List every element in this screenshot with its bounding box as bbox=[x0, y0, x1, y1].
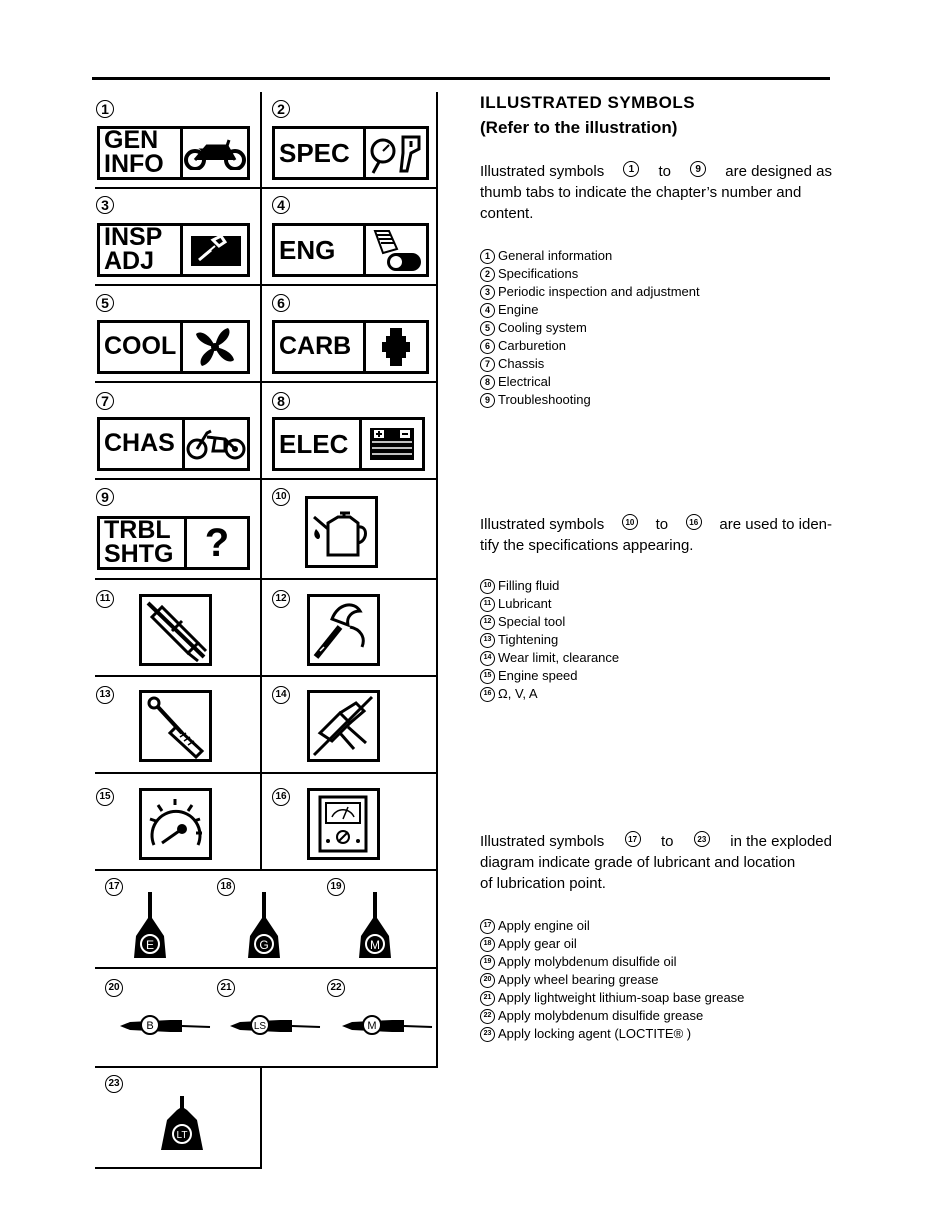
list-item-label: Filling fluid bbox=[498, 578, 560, 593]
tab-label: ENG bbox=[279, 234, 336, 265]
special-tool-icon bbox=[307, 594, 380, 666]
row-line bbox=[95, 187, 438, 189]
row-line bbox=[95, 284, 438, 286]
list-item bbox=[480, 301, 700, 319]
tab-label: CHAS bbox=[104, 429, 175, 458]
para-text: to bbox=[655, 516, 669, 533]
carburetor-icon bbox=[363, 323, 426, 371]
list-item-label: Electrical bbox=[498, 374, 551, 389]
list-item-label: Special tool bbox=[498, 614, 566, 629]
list-item-number: 21 bbox=[480, 991, 495, 1006]
list-item bbox=[480, 613, 619, 631]
row-line bbox=[95, 381, 438, 383]
tab-label: CARB bbox=[279, 332, 352, 361]
para-text: are used to iden- bbox=[719, 516, 832, 533]
list-item-number: 3 bbox=[480, 285, 495, 300]
list-item bbox=[480, 283, 700, 301]
list-item-number: 9 bbox=[480, 393, 495, 408]
grid-center-divider bbox=[260, 92, 262, 870]
cell-number: 1 bbox=[96, 100, 114, 118]
specification-list bbox=[480, 577, 619, 703]
grease-letter: B bbox=[146, 1020, 154, 1032]
cell-number: 4 bbox=[272, 196, 290, 214]
paragraph-thumb-tabs bbox=[480, 161, 832, 224]
list-item-number: 23 bbox=[480, 1027, 495, 1042]
torque-wrench-icon bbox=[139, 690, 212, 762]
list-item bbox=[480, 971, 744, 989]
oil-can-icon bbox=[305, 496, 378, 568]
list-item bbox=[480, 935, 744, 953]
tab-gen-info bbox=[97, 126, 250, 180]
list-item bbox=[480, 355, 700, 373]
page-title: ILLUSTRATED SYMBOLS bbox=[480, 93, 696, 112]
grease-letter: LS bbox=[253, 1021, 267, 1032]
list-item-label: Apply gear oil bbox=[498, 936, 577, 951]
list-item bbox=[480, 373, 700, 391]
molybdenum-oil-bottle-icon bbox=[355, 892, 395, 960]
list-item-number: 12 bbox=[480, 615, 495, 630]
oil-letter: M bbox=[370, 938, 380, 952]
row-line bbox=[95, 772, 438, 774]
list-item-number: 5 bbox=[480, 321, 495, 336]
list-item-label: Cooling system bbox=[498, 320, 587, 335]
list-item bbox=[480, 577, 619, 595]
cell-number: 17 bbox=[105, 878, 123, 896]
list-item bbox=[480, 595, 619, 613]
list-item-label: Periodic inspection and adjustment bbox=[498, 284, 700, 299]
list-item-number: 8 bbox=[480, 375, 495, 390]
question-mark-icon: ? bbox=[184, 519, 247, 567]
list-item-label: Specifications bbox=[498, 266, 579, 281]
cell-number: 15 bbox=[96, 788, 114, 806]
locking-agent-bottle-icon bbox=[157, 1096, 207, 1152]
grease-letter: M bbox=[367, 1020, 377, 1032]
para-text: tify the specifications appearing. bbox=[480, 537, 694, 554]
para-text: to bbox=[658, 163, 671, 180]
list-item-label: Lubricant bbox=[498, 596, 552, 611]
tab-chas bbox=[97, 417, 250, 471]
list-item-label: Ω, V, A bbox=[498, 686, 538, 701]
engine-piston-icon bbox=[363, 226, 426, 274]
para-text: thumb tabs to indicate the chapter’s number and bbox=[480, 184, 802, 201]
para-number: 17 bbox=[625, 831, 641, 847]
page-subtitle: (Refer to the illustration) bbox=[480, 118, 678, 137]
cell-number: 23 bbox=[105, 1075, 123, 1093]
battery-icon bbox=[359, 420, 422, 468]
cell-number: 5 bbox=[96, 294, 114, 312]
list-item-number: 14 bbox=[480, 651, 495, 666]
list-item-number: 15 bbox=[480, 669, 495, 684]
tab-elec bbox=[272, 417, 425, 471]
list-item-label: Engine speed bbox=[498, 668, 578, 683]
list-item-number: 1 bbox=[480, 249, 495, 264]
cell-number: 22 bbox=[327, 979, 345, 997]
list-item-number: 10 bbox=[480, 579, 495, 594]
list-item-label: Wear limit, clearance bbox=[498, 650, 620, 665]
list-item bbox=[480, 667, 619, 685]
molybdenum-grease-icon bbox=[342, 1012, 434, 1038]
list-item-number: 4 bbox=[480, 303, 495, 318]
list-item-label: Tightening bbox=[498, 632, 559, 647]
cell-number: 16 bbox=[272, 788, 290, 806]
grid-bottom-divider bbox=[260, 1067, 262, 1169]
list-item-number: 22 bbox=[480, 1009, 495, 1024]
cell-number: 13 bbox=[96, 686, 114, 704]
wrench-hand-icon bbox=[180, 226, 247, 274]
cell-number: 14 bbox=[272, 686, 290, 704]
cell-number: 9 bbox=[96, 488, 114, 506]
para-text: Illustrated symbols bbox=[480, 163, 605, 180]
list-item bbox=[480, 631, 619, 649]
para-text: Illustrated symbols bbox=[480, 833, 605, 850]
cell-number: 6 bbox=[272, 294, 290, 312]
cell-number: 7 bbox=[96, 392, 114, 410]
row-line bbox=[95, 675, 438, 677]
list-item-label: Apply lightweight lithium-soap base grease bbox=[498, 990, 745, 1005]
para-text: content. bbox=[480, 205, 534, 222]
list-item-label: General information bbox=[498, 248, 613, 263]
list-item-label: Engine bbox=[498, 302, 539, 317]
motorcycle-icon bbox=[180, 129, 247, 177]
list-item bbox=[480, 989, 744, 1007]
list-item bbox=[480, 337, 700, 355]
oil-letter: E bbox=[145, 938, 155, 952]
list-item bbox=[480, 917, 744, 935]
list-item-label: Apply engine oil bbox=[498, 918, 590, 933]
oil-letter: G bbox=[259, 938, 269, 952]
row-line bbox=[95, 869, 438, 871]
cell-number: 3 bbox=[96, 196, 114, 214]
list-item bbox=[480, 953, 744, 971]
list-item-number: 6 bbox=[480, 339, 495, 354]
tachometer-icon bbox=[139, 788, 212, 860]
cell-number: 12 bbox=[272, 590, 290, 608]
list-item-label: Apply locking agent (LOCTITE® ) bbox=[498, 1026, 692, 1041]
row-line bbox=[95, 1167, 262, 1169]
list-item-number: 20 bbox=[480, 973, 495, 988]
para-number: 23 bbox=[694, 831, 710, 847]
para-number: 9 bbox=[690, 161, 706, 177]
tab-label: ELEC bbox=[279, 428, 349, 459]
para-number: 1 bbox=[623, 161, 639, 177]
section-heading bbox=[480, 90, 695, 140]
cell-number: 20 bbox=[105, 979, 123, 997]
tab-label: SHTG bbox=[104, 540, 174, 568]
para-text: of lubrication point. bbox=[480, 875, 606, 892]
tab-eng bbox=[272, 223, 429, 277]
lubricant-list bbox=[480, 917, 744, 1043]
top-rule bbox=[92, 77, 830, 80]
caliper-icon bbox=[307, 690, 380, 762]
para-number: 16 bbox=[686, 514, 702, 530]
list-item bbox=[480, 265, 700, 283]
tab-insp-adj bbox=[97, 223, 250, 277]
tab-label: INFO bbox=[104, 150, 164, 178]
chapter-list bbox=[480, 247, 700, 409]
tab-label: GEN bbox=[104, 126, 159, 155]
list-item bbox=[480, 319, 700, 337]
list-item-number: 19 bbox=[480, 955, 495, 970]
multimeter-icon bbox=[307, 788, 380, 860]
row-line bbox=[95, 967, 438, 969]
tab-label: ADJ bbox=[104, 247, 155, 275]
row-line bbox=[95, 478, 438, 480]
list-item-label: Apply molybdenum disulfide grease bbox=[498, 1008, 704, 1023]
list-item bbox=[480, 247, 700, 265]
tab-label: TRBL bbox=[104, 516, 171, 545]
wheel-bearing-grease-icon bbox=[120, 1012, 212, 1038]
tab-label: COOL bbox=[104, 332, 177, 361]
list-item-number: 7 bbox=[480, 357, 495, 372]
locking-letter: LT bbox=[176, 1130, 188, 1141]
cell-number: 21 bbox=[217, 979, 235, 997]
list-item-number: 17 bbox=[480, 919, 495, 934]
list-item-number: 16 bbox=[480, 687, 495, 702]
tab-spec bbox=[272, 126, 429, 180]
list-item bbox=[480, 685, 619, 703]
tab-label: INSP bbox=[104, 223, 163, 252]
paragraph-specifications bbox=[480, 514, 832, 556]
list-item bbox=[480, 1025, 744, 1043]
list-item-number: 18 bbox=[480, 937, 495, 952]
list-item bbox=[480, 649, 619, 667]
para-text: diagram indicate grade of lubricant and location bbox=[480, 854, 796, 871]
row-line bbox=[95, 578, 438, 580]
list-item-label: Carburetion bbox=[498, 338, 566, 353]
cell-number: 2 bbox=[272, 100, 290, 118]
tab-carb bbox=[272, 320, 429, 374]
list-item-label: Apply wheel bearing grease bbox=[498, 972, 659, 987]
spec-tools-icon bbox=[363, 129, 426, 177]
chassis-frame-icon bbox=[182, 420, 247, 468]
gear-oil-bottle-icon bbox=[244, 892, 284, 960]
row-line bbox=[95, 1066, 438, 1068]
cell-number: 11 bbox=[96, 590, 114, 608]
lithium-grease-icon bbox=[230, 1012, 322, 1038]
para-number: 10 bbox=[622, 514, 638, 530]
list-item bbox=[480, 1007, 744, 1025]
cell-number: 10 bbox=[272, 488, 290, 506]
list-item-number: 2 bbox=[480, 267, 495, 282]
paragraph-lubrication bbox=[480, 831, 832, 894]
tab-cool bbox=[97, 320, 250, 374]
list-item bbox=[480, 391, 700, 409]
list-item-label: Troubleshooting bbox=[498, 392, 591, 407]
list-item-number: 13 bbox=[480, 633, 495, 648]
para-text: are designed as bbox=[725, 163, 832, 180]
cell-number: 19 bbox=[327, 878, 345, 896]
tab-label: SPEC bbox=[279, 137, 350, 168]
para-text: Illustrated symbols bbox=[480, 516, 605, 533]
tab-trbl-shtg bbox=[97, 516, 250, 570]
grease-gun-icon bbox=[139, 594, 212, 666]
list-item-number: 11 bbox=[480, 597, 495, 612]
engine-oil-bottle-icon bbox=[130, 892, 170, 960]
para-text: to bbox=[660, 833, 674, 850]
para-text: in the exploded bbox=[730, 833, 832, 850]
list-item-label: Chassis bbox=[498, 356, 545, 371]
cell-number: 8 bbox=[272, 392, 290, 410]
cell-number: 18 bbox=[217, 878, 235, 896]
list-item-label: Apply molybdenum disulfide oil bbox=[498, 954, 677, 969]
fan-icon bbox=[180, 323, 247, 371]
